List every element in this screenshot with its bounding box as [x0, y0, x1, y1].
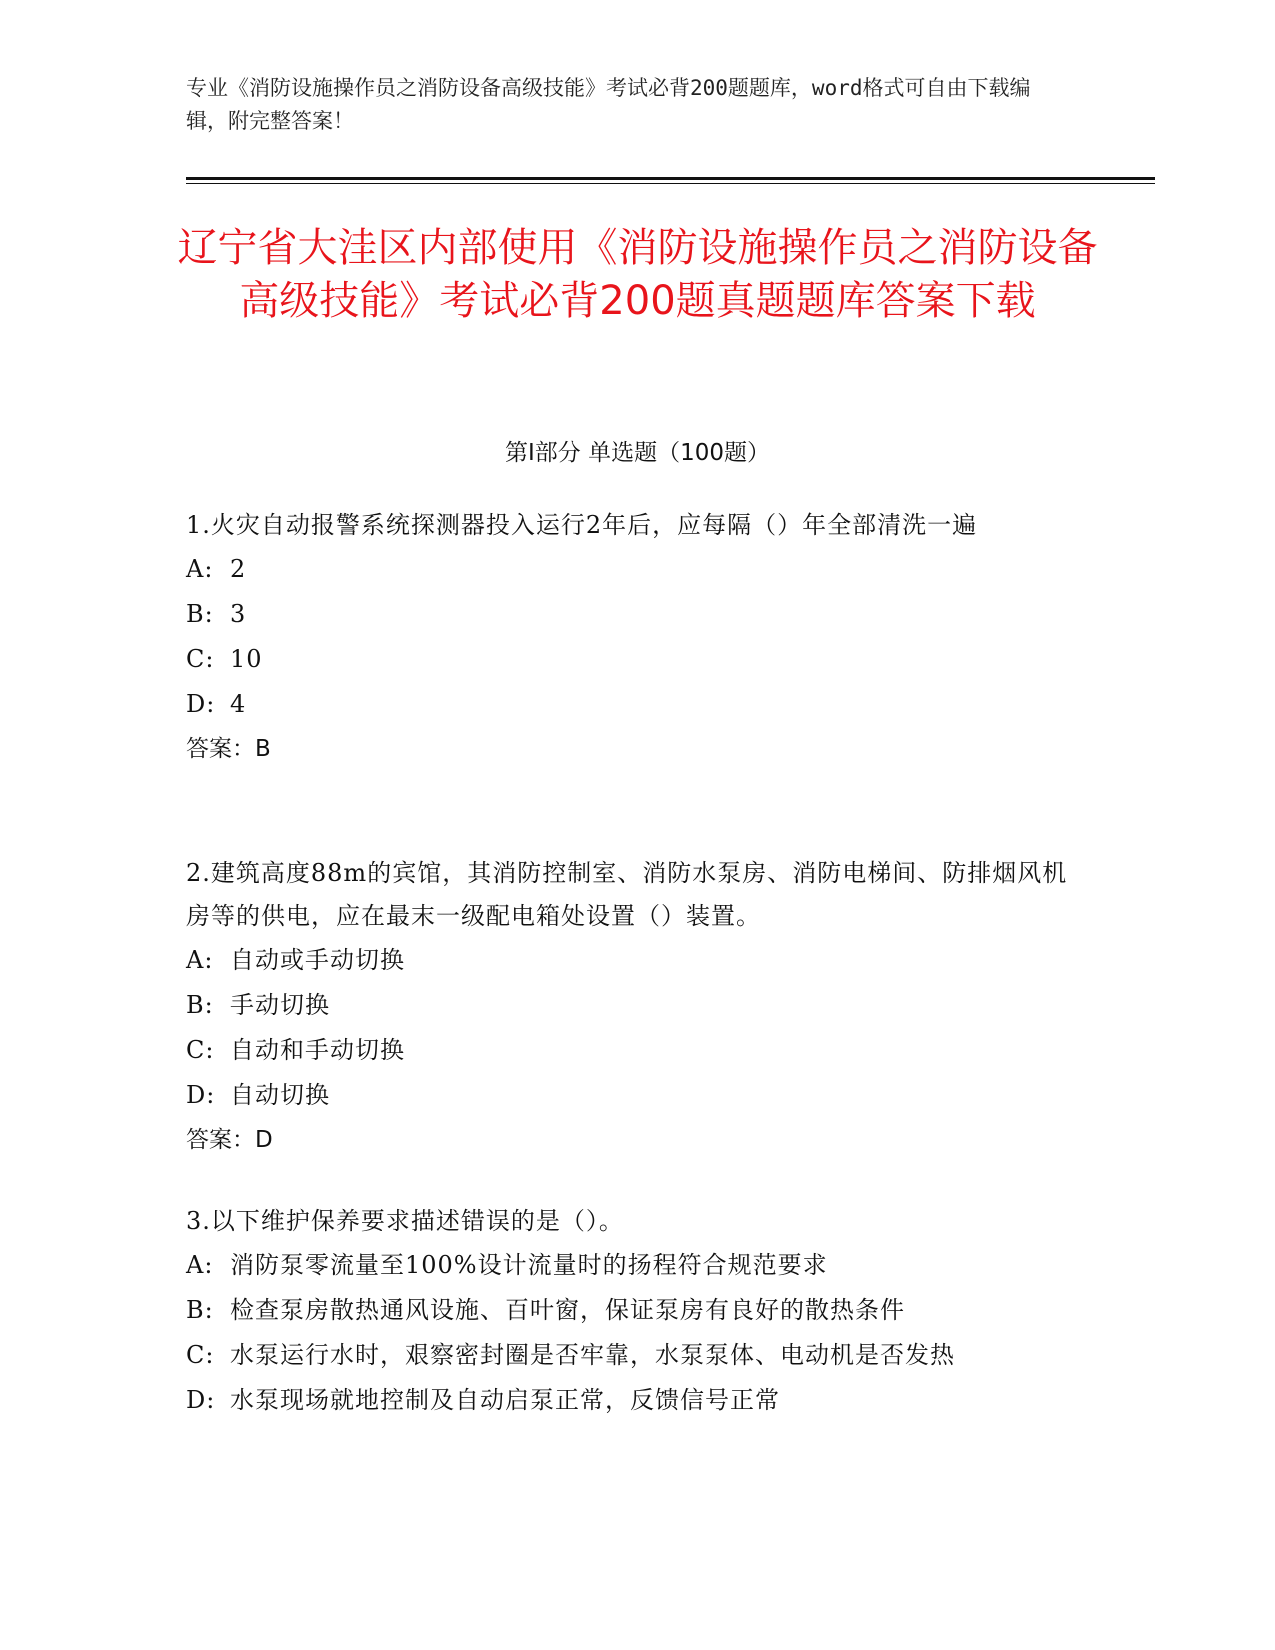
- option-a: [186, 1243, 1086, 1288]
- header-rule-thick: [186, 177, 1155, 180]
- option-a: [186, 547, 1086, 592]
- option-text: 自动或手动切换: [230, 946, 405, 974]
- option-text: 10: [230, 645, 263, 673]
- option-key: A:: [186, 1251, 214, 1279]
- question-2: [186, 852, 1086, 1163]
- option-c: [186, 1028, 1086, 1073]
- question-1: [186, 504, 1086, 772]
- answer-text: 答案：D: [186, 1127, 273, 1153]
- option-text: 自动切换: [230, 1081, 330, 1109]
- document-title: 辽宁省大洼区内部使用《消防设施操作员之消防设备高级技能》考试必背200题真题题库答案下载: [177, 225, 1098, 324]
- option-key: B:: [186, 1296, 214, 1324]
- question-stem: 1.火灾自动报警系统探测器投入运行2年后，应每隔（）年全部清洗一遍: [186, 511, 978, 539]
- option-key: C:: [186, 645, 215, 673]
- section-heading: 第Ⅰ部分 单选题（100题）: [505, 440, 770, 466]
- option-d: [186, 682, 1086, 727]
- question-stem: 3.以下维护保养要求描述错误的是（）。: [186, 1207, 624, 1235]
- option-text: 4: [230, 690, 247, 718]
- option-text: 检查泵房散热通风设施、百叶窗，保证泵房有良好的散热条件: [230, 1296, 905, 1324]
- question-3: [186, 1200, 1086, 1423]
- option-key: D:: [186, 1386, 216, 1414]
- option-key: B:: [186, 600, 214, 628]
- option-c: [186, 1333, 1086, 1378]
- answer-text: 答案：B: [186, 736, 271, 762]
- question-stem: 2.建筑高度88m的宾馆，其消防控制室、消防水泵房、消防电梯间、防排烟风机房等的供电，应在最末一级配电箱处设置（）装置。: [186, 859, 1068, 930]
- header-rule-thin: [186, 183, 1155, 184]
- option-key: D:: [186, 1081, 216, 1109]
- option-b: [186, 592, 1086, 637]
- option-text: 手动切换: [230, 991, 330, 1019]
- option-key: D:: [186, 690, 216, 718]
- option-text: 自动和手动切换: [230, 1036, 405, 1064]
- header-note: 专业《消防设施操作员之消防设备高级技能》考试必背200题题库，word格式可自由下载编辑，附完整答案！: [186, 76, 1031, 133]
- option-d: [186, 1378, 1086, 1423]
- option-key: C:: [186, 1036, 215, 1064]
- option-key: B:: [186, 991, 214, 1019]
- option-key: A:: [186, 946, 214, 974]
- option-a: [186, 938, 1086, 983]
- option-key: A:: [186, 555, 214, 583]
- option-text: 消防泵零流量至100%设计流量时的扬程符合规范要求: [230, 1251, 828, 1279]
- option-text: 水泵现场就地控制及自动启泵正常，反馈信号正常: [230, 1386, 780, 1414]
- option-b: [186, 983, 1086, 1028]
- option-key: C:: [186, 1341, 215, 1369]
- option-text: 水泵运行水时，艰察密封圈是否牢靠，水泵泵体、电动机是否发热: [230, 1341, 955, 1369]
- option-b: [186, 1288, 1086, 1333]
- option-text: 3: [230, 600, 247, 628]
- option-text: 2: [230, 555, 247, 583]
- option-d: [186, 1073, 1086, 1118]
- option-c: [186, 637, 1086, 682]
